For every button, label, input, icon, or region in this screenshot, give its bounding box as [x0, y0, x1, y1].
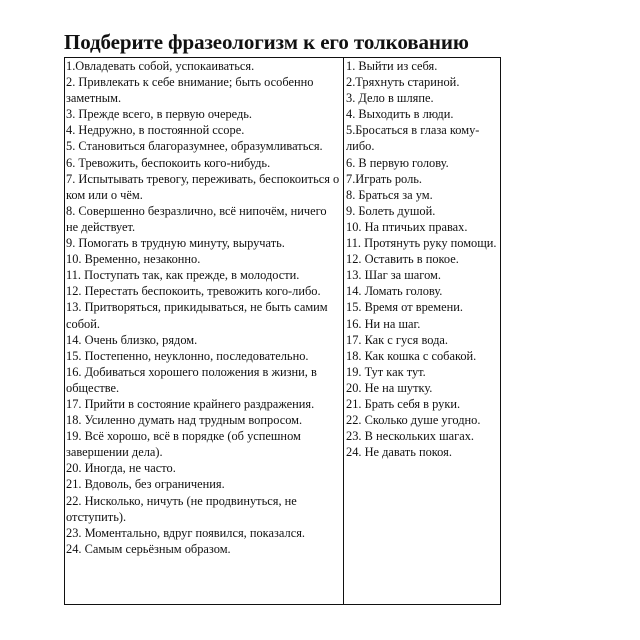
- idiom-item: 16. Ни на шаг.: [346, 316, 421, 331]
- meaning-item: 8. Совершенно безразлично, всё нипочём, ничего не действует.: [66, 203, 327, 234]
- meaning-item: 22. Нисколько, ничуть (не продвинуться, не отступить).: [66, 493, 297, 524]
- idiom-item: 1. Выйти из себя.: [346, 59, 438, 73]
- meaning-item: 21. Вдоволь, без ограничения.: [66, 477, 225, 492]
- worksheet-title: Подберите фразеологизм к его толкованию: [64, 30, 469, 54]
- meaning-item: 12. Перестать беспокоить, тревожить кого-либо.: [66, 284, 321, 299]
- meaning-item: 11. Поступать так, как прежде, в молодости.: [66, 268, 300, 283]
- meaning-item: 13. Притворяться, прикидываться, не быть самим собой.: [66, 300, 328, 331]
- meaning-item: 6. Тревожить, беспокоить кого-нибудь.: [66, 155, 271, 170]
- idiom-item: 17. Как с гуся вода.: [346, 332, 448, 347]
- meaning-item: 2. Привлекать к себе внимание; быть особенно заметным.: [66, 75, 314, 106]
- idiom-item: 6. В первую голову.: [346, 155, 449, 170]
- idiom-item: 3. Дело в шляпе.: [346, 91, 434, 106]
- idiom-item: 20. Не на шутку.: [346, 380, 433, 395]
- idiom-item: 18. Как кошка с собакой.: [346, 348, 477, 363]
- idiom-item: 14. Ломать голову.: [346, 284, 443, 299]
- meaning-item: 4. Недружно, в постоянной ссоре.: [66, 123, 245, 138]
- meaning-item: 14. Очень близко, рядом.: [66, 332, 198, 347]
- idiom-item: 22. Сколько душе угодно.: [346, 413, 481, 428]
- meaning-item: 23. Моментально, вдруг появился, показался.: [66, 525, 305, 540]
- idiom-item: 21. Брать себя в руки.: [346, 396, 461, 411]
- idiom-item: 5.Бросаться в глаза кому-либо.: [346, 123, 480, 154]
- meaning-item: 5. Становиться благоразумнее, образумливаться.: [66, 139, 323, 154]
- meaning-item: 18. Усиленно думать над трудным вопросом.: [66, 413, 303, 428]
- meaning-item: 10. Временно, незаконно.: [66, 252, 201, 267]
- idiom-item: 2.Тряхнуть стариной.: [346, 75, 460, 90]
- meaning-item: 20. Иногда, не часто.: [66, 461, 176, 476]
- meaning-item: 24. Самым серьёзным образом.: [66, 541, 231, 556]
- idiom-item: 19. Тут как тут.: [346, 364, 426, 379]
- idiom-item: 4. Выходить в люди.: [346, 107, 454, 122]
- idiom-item: 13. Шаг за шагом.: [346, 268, 441, 283]
- meaning-item: 17. Прийти в состояние крайнего раздражения.: [66, 396, 315, 411]
- idiom-item: 10. На птичьих правах.: [346, 219, 468, 234]
- meaning-item: 19. Всё хорошо, всё в порядке (об успешном завершении дела).: [66, 429, 301, 460]
- meaning-item: 9. Помогать в трудную минуту, выручать.: [66, 236, 285, 251]
- idiom-item: 23. В нескольких шагах.: [346, 429, 475, 444]
- meanings-column: [65, 58, 344, 604]
- meaning-item: 7. Испытывать тревогу, переживать, беспокоиться о ком или о чём.: [66, 171, 340, 202]
- idiom-item: 8. Браться за ум.: [346, 187, 433, 202]
- meaning-item: 15. Постепенно, неуклонно, последовательно.: [66, 348, 309, 363]
- idiom-item: 9. Болеть душой.: [346, 203, 436, 218]
- meaning-item: 3. Прежде всего, в первую очередь.: [66, 107, 253, 122]
- meaning-item: 1.Овладевать собой, успокаиваться.: [66, 59, 255, 73]
- matching-table: [64, 57, 501, 605]
- idiom-item: 11. Протянуть руку помощи.: [346, 236, 497, 251]
- idiom-item: 12. Оставить в покое.: [346, 252, 459, 267]
- idiom-item: 7.Играть роль.: [346, 171, 423, 186]
- meaning-item: 16. Добиваться хорошего положения в жизни, в обществе.: [66, 364, 317, 395]
- idiom-item: 24. Не давать покоя.: [346, 445, 452, 460]
- idiom-item: 15. Время от времени.: [346, 300, 463, 315]
- idioms-column: [344, 58, 500, 604]
